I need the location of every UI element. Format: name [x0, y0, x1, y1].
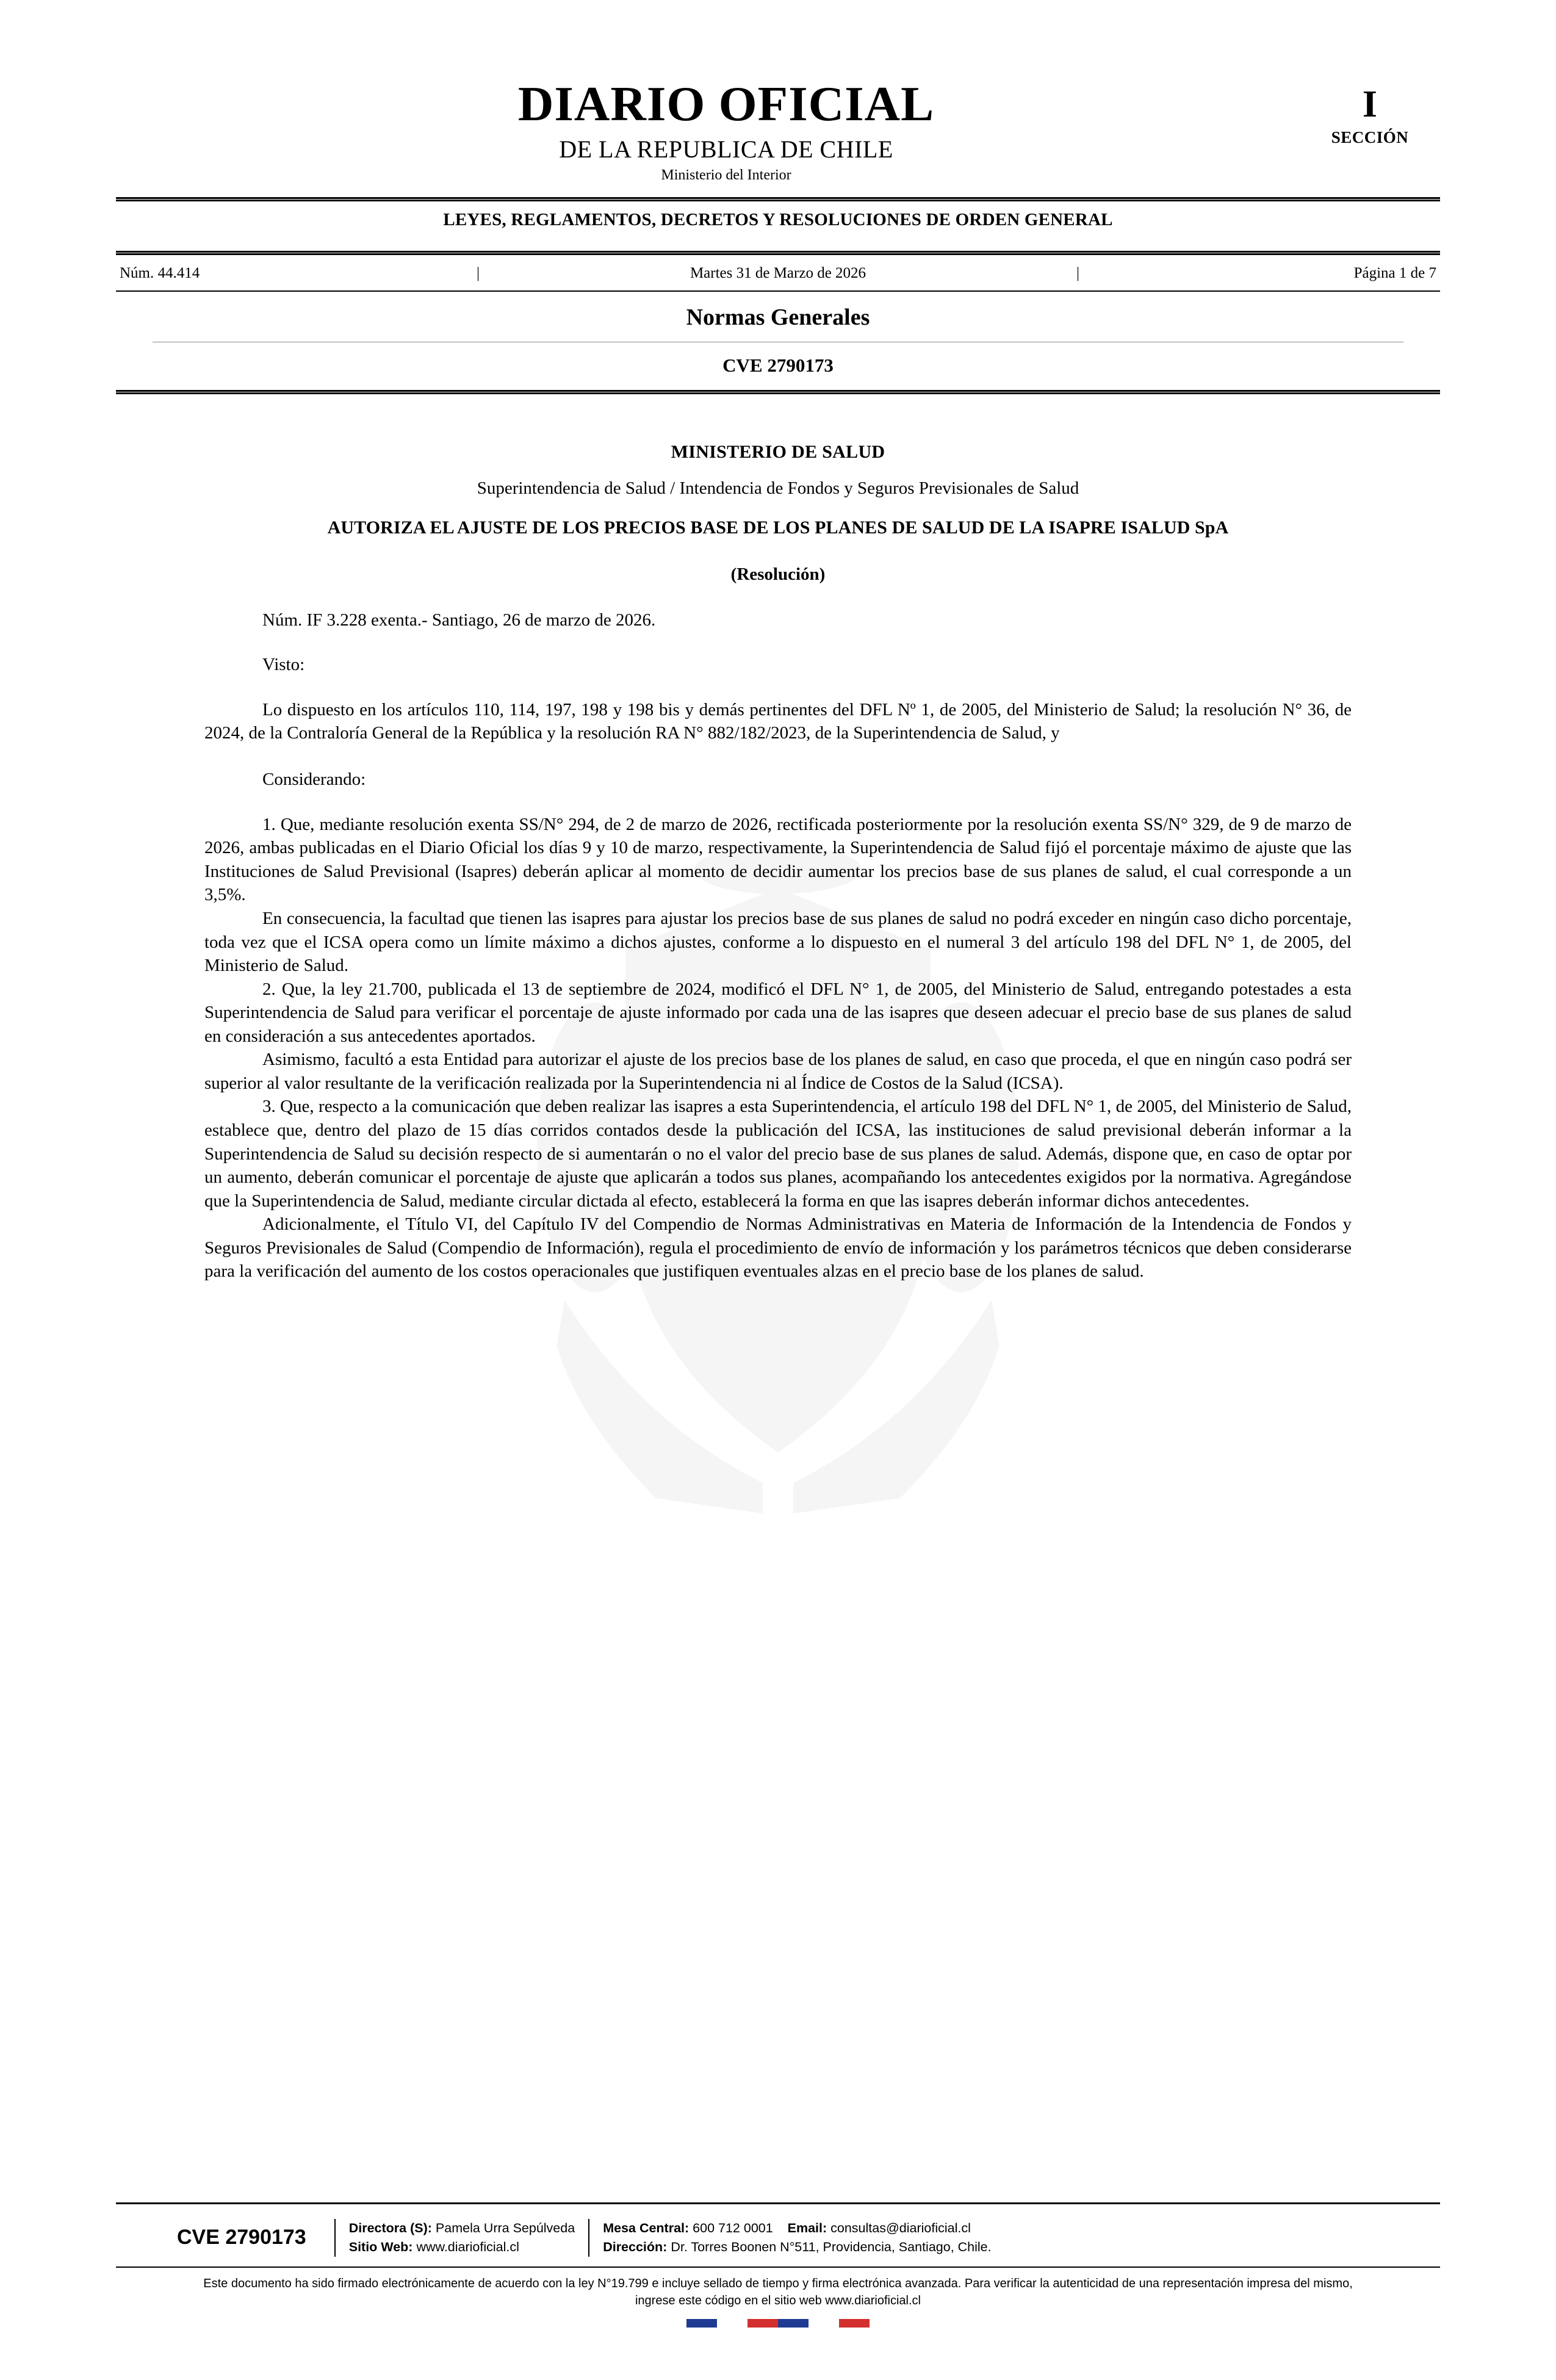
considerando-label: Considerando: — [262, 769, 366, 789]
section-heading: Normas Generales — [686, 305, 870, 330]
footer-contact-right — [603, 2219, 991, 2257]
site-url[interactable]: www.diarioficial.cl — [416, 2239, 519, 2254]
address-value: Dr. Torres Boonen N°511, Providencia, Santiago, Chile. — [671, 2239, 992, 2254]
section-number: I — [1362, 84, 1378, 125]
section-marker — [1300, 79, 1440, 147]
signature-note — [116, 2275, 1440, 2309]
mesa-central-value: 600 712 0001 — [693, 2220, 773, 2235]
flag-seg-6 — [839, 2319, 870, 2328]
newspaper-title: DIARIO OFICIAL — [517, 76, 935, 131]
footer-cve-code: CVE 2790173 — [177, 2226, 306, 2249]
divider-footer-bottom — [116, 2266, 1440, 2268]
cve-code-header: CVE 2790173 — [722, 355, 834, 376]
flag-seg-1 — [686, 2319, 717, 2328]
issuing-ministry: Ministerio del Interior — [661, 167, 791, 183]
doc-agency: Superintendencia de Salud / Intendencia de Fondos y Seguros Previsionales de Salud — [477, 478, 1079, 498]
page-indicator: Página 1 de 7 — [1353, 265, 1436, 281]
issue-row — [116, 255, 1440, 290]
doc-type: (Resolución) — [730, 564, 826, 584]
visto-paragraph: Lo dispuesto en los artículos 110, 114, 197, 198 y 198 bis y demás pertinentes del DFL Nº 1, de 2005, del Ministerio de Salud; la resolución N° 36, de 2024, de la Contraloría General de la República y la resolución RA N° 882/182/2023, de la Superintendencia de Salud, y — [204, 699, 1352, 743]
email-value[interactable]: consultas@diarioficial.cl — [830, 2220, 971, 2235]
footer-divider-1 — [334, 2219, 336, 2257]
masthead — [116, 0, 1440, 184]
doc-ministry: MINISTERIO DE SALUD — [671, 442, 885, 462]
email-label: Email: — [787, 2220, 827, 2235]
flag-seg-3 — [747, 2319, 778, 2328]
doc-title: AUTORIZA EL AJUSTE DE LOS PRECIOS BASE DE LOS PLANES DE SALUD DE LA ISAPRE ISALUD SpA — [327, 517, 1229, 538]
flag-stripe — [686, 2319, 870, 2328]
divider-content-top — [116, 390, 1440, 394]
page-footer — [116, 2202, 1440, 2328]
newspaper-subtitle: DE LA REPUBLICA DE CHILE — [559, 135, 893, 163]
considerando-paragraph-2: En consecuencia, la facultad que tienen las isapres para ajustar los precios base de sus planes de salud no podrá exceder en ningún caso dicho porcentaje, toda vez que el ICSA opera como un límite máximo a dichos ajustes, conforme a lo dispuesto en el numeral 3 del artículo 198 del DFL N° 1, de 2005, del Ministerio de Salud. — [204, 908, 1352, 976]
visto-label: Visto: — [262, 654, 305, 674]
considerando-paragraph-6: Adicionalmente, el Título VI, del Capítulo IV del Compendio de Normas Administrativas en Materia de Información de la Intendencia de Fondos y Seguros Previsionales de Salud (Compendio de Información), regula el procedimiento de envío de información y los parámetros técnicos que deben considerarse para la verificación del aumento de los costos operacionales que justifiquen eventuales alzas en el precio base de los planes de salud. — [204, 1214, 1352, 1282]
footer-divider-2 — [588, 2219, 589, 2257]
flag-seg-2 — [717, 2319, 747, 2328]
director-name: Pamela Urra Sepúlveda — [435, 2220, 575, 2235]
issue-number: Núm. 44.414 — [120, 265, 200, 281]
director-label: Directora (S): — [348, 2220, 432, 2235]
divider-band — [116, 251, 1440, 255]
considerando-paragraph-3: 2. Que, la ley 21.700, publicada el 13 de septiembre de 2024, modificó el DFL N° 1, de 2005, del Ministerio de Salud, entregando potestades a esta Superintendencia de Salud para verificar el porcentaje de ajuste informado por cada una de las isapres que deseen adecuar el precio base de sus planes de salud en consideración a sus antecedentes aportados. — [204, 979, 1352, 1046]
doc-number-line: Núm. IF 3.228 exenta.- Santiago, 26 de marzo de 2026. — [262, 610, 656, 630]
footer-contact-left — [349, 2219, 575, 2257]
mesa-central-label: Mesa Central: — [603, 2220, 690, 2235]
considerando-paragraph-5: 3. Que, respecto a la comunicación que deben realizar las isapres a esta Superintendencia, el artículo 198 del DFL N° 1, de 2005, del Ministerio de Salud, establece que, dentro del plazo de 15 días corridos contados desde la publicación del ICSA, las instituciones de salud previsional deberán informar a la Superintendencia de Salud su decisión respecto de si aumentarán o no el valor del precio base de sus planes de salud. Además, dispone que, en caso de optar por un aumento, deberán comunicar el porcentaje de ajuste que aplicarán a todos sus planes, acompañando los antecedentes exigidos por la normativa. Agregándose que la Superintendencia de Salud, mediante circular dictada al efecto, establecerá la forma en que las isapres deberán informar dichos antecedentes. — [204, 1097, 1352, 1211]
divider-top — [116, 197, 1440, 201]
document-body — [116, 442, 1440, 1283]
site-label: Sitio Web: — [348, 2239, 413, 2254]
signature-note-line2: avanzada. Para verificar la autenticidad de una representación impresa del mismo, ingrese este código en el sitio web www.diarioficial.cl — [635, 2277, 1353, 2307]
divider-footer-top — [116, 2202, 1440, 2204]
signature-note-line1: Este documento ha sido firmado electrónicamente de acuerdo con la ley N°19.799 e incluye sellado de tiempo y firma electrónica — [203, 2277, 902, 2290]
address-label: Dirección: — [603, 2239, 668, 2254]
band-title: LEYES, REGLAMENTOS, DECRETOS Y RESOLUCIONES DE ORDEN GENERAL — [443, 210, 1113, 229]
flag-seg-5 — [809, 2319, 839, 2328]
issue-date: | Martes 31 de Marzo de 2026 | — [513, 265, 1043, 282]
considerando-paragraph-4: Asimismo, facultó a esta Entidad para autorizar el ajuste de los precios base de los planes de salud, en caso que proceda, el que en ningún caso podrá ser superior al valor resultante de la verificación realizada por la Superintendencia ni al Índice de Costos de la Salud (ICSA). — [204, 1050, 1352, 1093]
considerando-paragraph-1: 1. Que, mediante resolución exenta SS/N° 294, de 2 de marzo de 2026, rectificada posteriormente por la resolución exenta SS/N° 329, de 9 de marzo de 2026, ambas publicadas en el Diario Oficial los días 9 y 10 de marzo, respectivamente, la Superintendencia de Salud fijó el porcentaje máximo de ajuste que las Instituciones de Salud Previsional (Isapres) deberán aplicar al momento de decidir aumentar los precios base de sus planes de salud, el cual corresponde a un 3,5%. — [204, 814, 1352, 905]
section-label: SECCIÓN — [1331, 128, 1409, 146]
flag-seg-4 — [778, 2319, 809, 2328]
